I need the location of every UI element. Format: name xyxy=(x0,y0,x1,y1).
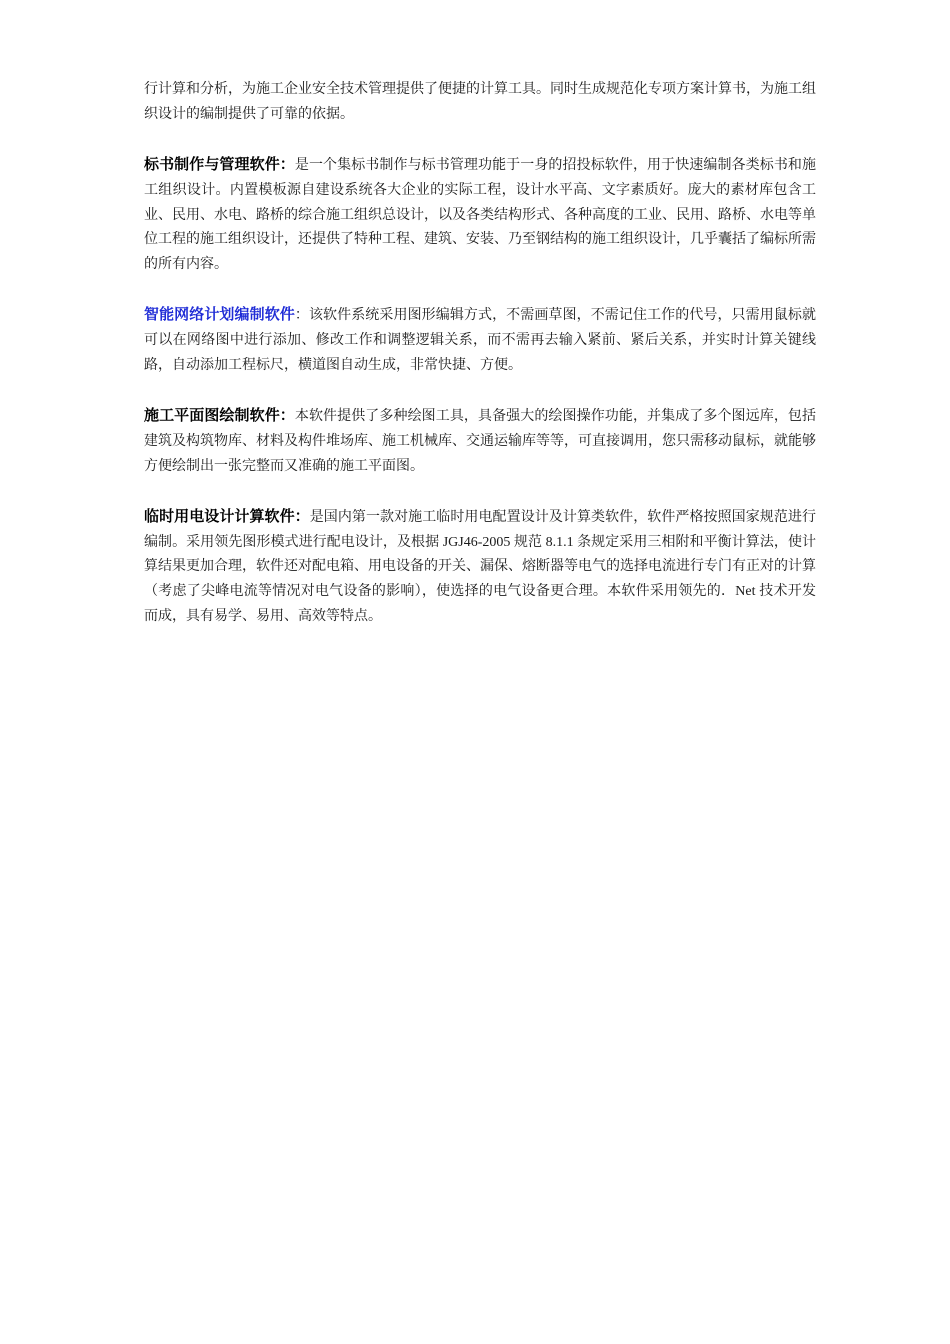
temporary-power-software-text: 是国内第一款对施工临时用电配置设计及计算类软件，软件严格按照国家规范进行编制。采用领先图形模式进行配电设计，及根据 JGJ46-2005 规范 8.1.1 条规定采用三相附和平衡计算法，使计算结果更加合理，软件还对配电箱、用电设备的开关、漏保、熔断器等电气的选择电流进行专门有正对的计算（考虑了尖峰电流等情况对电气设备的影响），使选择的电气设备更合理。本软件采用领先的．Net 技术开发而成，具有易学、易用、高效等特点。 xyxy=(144,509,816,624)
network-plan-software-text: ：该软件系统采用图形编辑方式，不需画草图，不需记住工作的代号，只需用鼠标就可以在网络图中进行添加、修改工作和调整逻辑关系，而不需再去输入紧前、紧后关系，并实时计算关键线路，自动添加工程标尺，横道图自动生成，非常快捷、方便。 xyxy=(144,308,816,373)
paragraph-intro xyxy=(144,78,816,127)
paragraph-intro-text: 行计算和分析，为施工企业安全技术管理提供了便捷的计算工具。同时生成规范化专项方案计算书，为施工组织设计的编制提供了可靠的依据。 xyxy=(144,82,816,122)
paragraph-site-plan-software xyxy=(144,403,816,479)
document-page xyxy=(144,78,816,654)
bid-software-text: 是一个集标书制作与标书管理功能于一身的招投标软件，用于快速编制各类标书和施工组织设计。内置模板源自建设系统各大企业的实际工程，设计水平高、文字素质好。庞大的素材库包含工业、民用、水电、路桥的综合施工组织总设计，以及各类结构形式、各种高度的工业、民用、路桥、水电等单位工程的施工组织设计，还提供了特种工程、建筑、安装、乃至钢结构的施工组织设计，几乎囊括了编标所需的所有内容。 xyxy=(144,158,816,272)
paragraph-network-plan-software xyxy=(144,302,816,378)
paragraph-bid-software xyxy=(144,152,816,278)
paragraph-temporary-power-software xyxy=(144,504,816,630)
bid-software-heading: 标书制作与管理软件： xyxy=(144,155,295,174)
site-plan-software-text: 本软件提供了多种绘图工具，具备强大的绘图操作功能，并集成了多个图远库，包括建筑及构筑物库、材料及构件堆场库、施工机械库、交通运输库等等，可直接调用，您只需移动鼠标，就能够方便绘制出一张完整而又准确的施工平面图。 xyxy=(144,409,816,474)
network-plan-software-link[interactable]: 智能网络计划编制软件 xyxy=(144,305,295,324)
site-plan-software-heading: 施工平面图绘制软件： xyxy=(144,406,295,425)
temporary-power-software-heading: 临时用电设计计算软件： xyxy=(144,506,310,525)
